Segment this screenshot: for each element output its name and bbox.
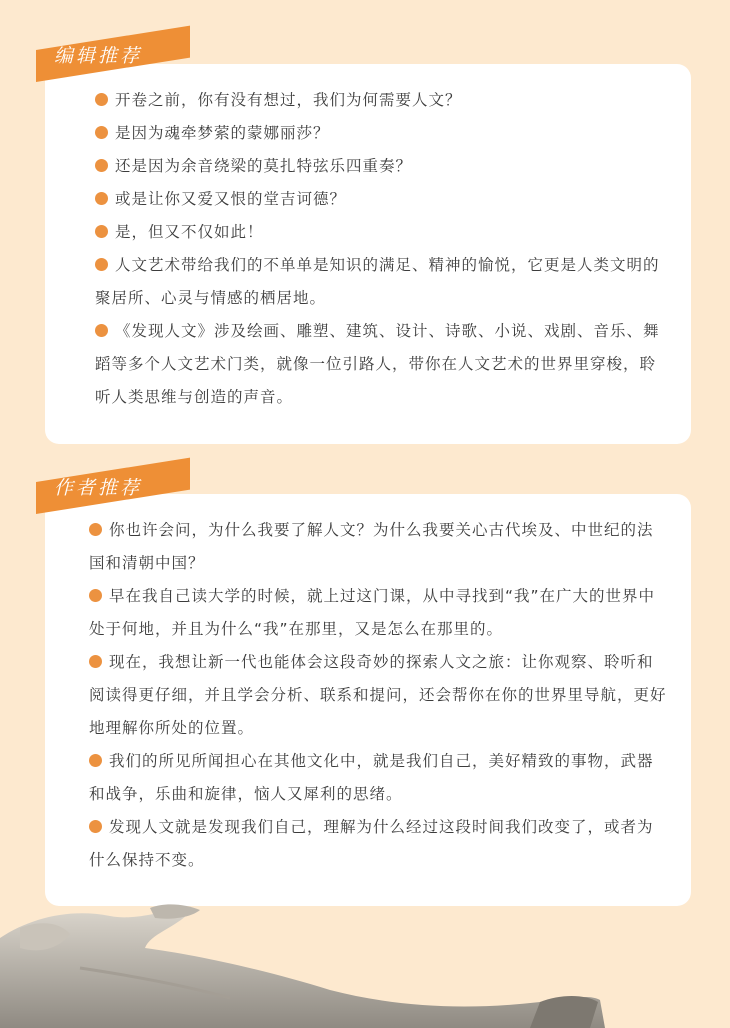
bullet-dot-icon [95, 126, 108, 139]
list-item: 是，但又不仅如此！ [95, 216, 667, 249]
bullet-dot-icon [95, 93, 108, 106]
statue-image [0, 898, 730, 1028]
bullet-dot-icon [89, 589, 102, 602]
list-item: 人文艺术带给我们的不单单是知识的满足、精神的愉悦，它更是人类文明的聚居所、心灵与情感的栖居地。 [95, 256, 660, 307]
list-item: 或是让你又爱又恨的堂吉诃德？ [95, 183, 667, 216]
bullet-dot-icon [95, 192, 108, 205]
list-item: 开卷之前，你有没有想过，我们为何需要人文？ [95, 84, 667, 117]
bullet-dot-icon [89, 523, 102, 536]
editor-recommend-list [95, 84, 667, 414]
list-item: 《发现人文》涉及绘画、雕塑、建筑、设计、诗歌、小说、戏剧、音乐、舞蹈等多个人文艺术门类，就像一位引路人，带你在人文艺术的世界里穿梭，聆听人类思维与创造的声音。 [95, 322, 660, 406]
author-recommend-list [89, 514, 667, 877]
list-item: 现在，我想让新一代也能体会这段奇妙的探索人文之旅：让你观察、聆听和阅读得更仔细，并且学会分析、联系和提问，还会帮你在你的世界里导航，更好地理解你所处的位置。 [89, 653, 667, 737]
list-item: 发现人文就是发现我们自己，理解为什么经过这段时间我们改变了，或者为什么保持不变。 [89, 818, 654, 869]
author-recommend-tag: 作者推荐 [36, 458, 190, 514]
bullet-dot-icon [89, 820, 102, 833]
bullet-dot-icon [95, 258, 108, 271]
list-item: 我们的所见所闻担心在其他文化中，就是我们自己，美好精致的事物，武器和战争，乐曲和旋律，恼人又犀利的思绪。 [89, 752, 654, 803]
list-item: 你也许会问，为什么我要了解人文？为什么我要关心古代埃及、中世纪的法国和清朝中国？ [89, 521, 654, 572]
author-recommend-card [45, 494, 691, 906]
bullet-dot-icon [95, 225, 108, 238]
list-item: 是因为魂牵梦萦的蒙娜丽莎？ [95, 117, 667, 150]
list-item: 早在我自己读大学的时候，就上过这门课，从中寻找到“我”在广大的世界中处于何地，并且为什么“我”在那里，又是怎么在那里的。 [89, 587, 656, 638]
editor-recommend-tag: 编辑推荐 [36, 26, 190, 82]
editor-recommend-card [45, 64, 691, 444]
list-item: 还是因为余音绕梁的莫扎特弦乐四重奏？ [95, 150, 667, 183]
bullet-dot-icon [95, 324, 108, 337]
bullet-dot-icon [95, 159, 108, 172]
bullet-dot-icon [89, 655, 102, 668]
bullet-dot-icon [89, 754, 102, 767]
